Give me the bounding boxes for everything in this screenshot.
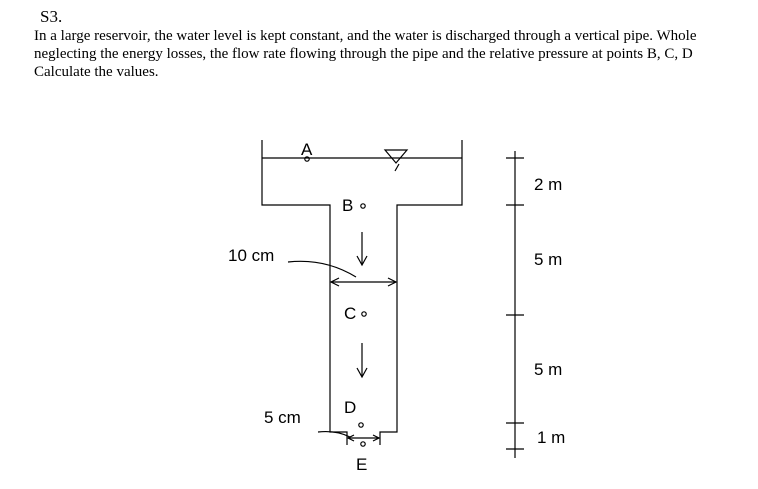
point-a-label: A — [301, 140, 313, 159]
height-label-outlet: 1 m — [537, 428, 566, 447]
point-d-marker — [359, 423, 363, 427]
point-c-marker — [362, 312, 366, 316]
diameter-lower-label: 5 cm — [264, 408, 301, 427]
flow-arrow-lower — [357, 343, 367, 377]
point-d-label: D — [344, 398, 357, 417]
free-surface-symbol — [385, 150, 407, 171]
height-label-lower-pipe: 5 m — [534, 360, 563, 379]
height-label-reservoir: 2 m — [534, 175, 563, 194]
reservoir-pipe-outline-right — [380, 140, 462, 445]
reservoir-pipe-outline-left — [262, 140, 347, 445]
diameter-upper-label: 10 cm — [228, 246, 275, 265]
height-label-upper-pipe: 5 m — [534, 250, 563, 269]
diameter-upper-leader — [288, 261, 356, 277]
diameter-lower-dimension-line — [348, 435, 379, 441]
point-b-marker — [361, 204, 365, 208]
point-e-label: E — [356, 455, 368, 474]
problem-number: S3. — [40, 7, 63, 26]
point-b-label: B — [342, 196, 354, 215]
problem-line-3: Calculate the values. — [34, 64, 159, 80]
height-scale — [506, 151, 524, 458]
diameter-upper-dimension-line — [331, 278, 396, 286]
problem-line-2: neglecting the energy losses, the flow rate flowing through the pipe and the relative pressure at points B, C, D — [34, 46, 693, 62]
flow-arrow-upper — [357, 232, 367, 265]
point-e-marker — [361, 442, 365, 446]
point-c-label: C — [344, 304, 357, 323]
problem-line-1: In a large reservoir, the water level is kept constant, and the water is discharged through a vertical pipe. Whole — [34, 28, 697, 44]
